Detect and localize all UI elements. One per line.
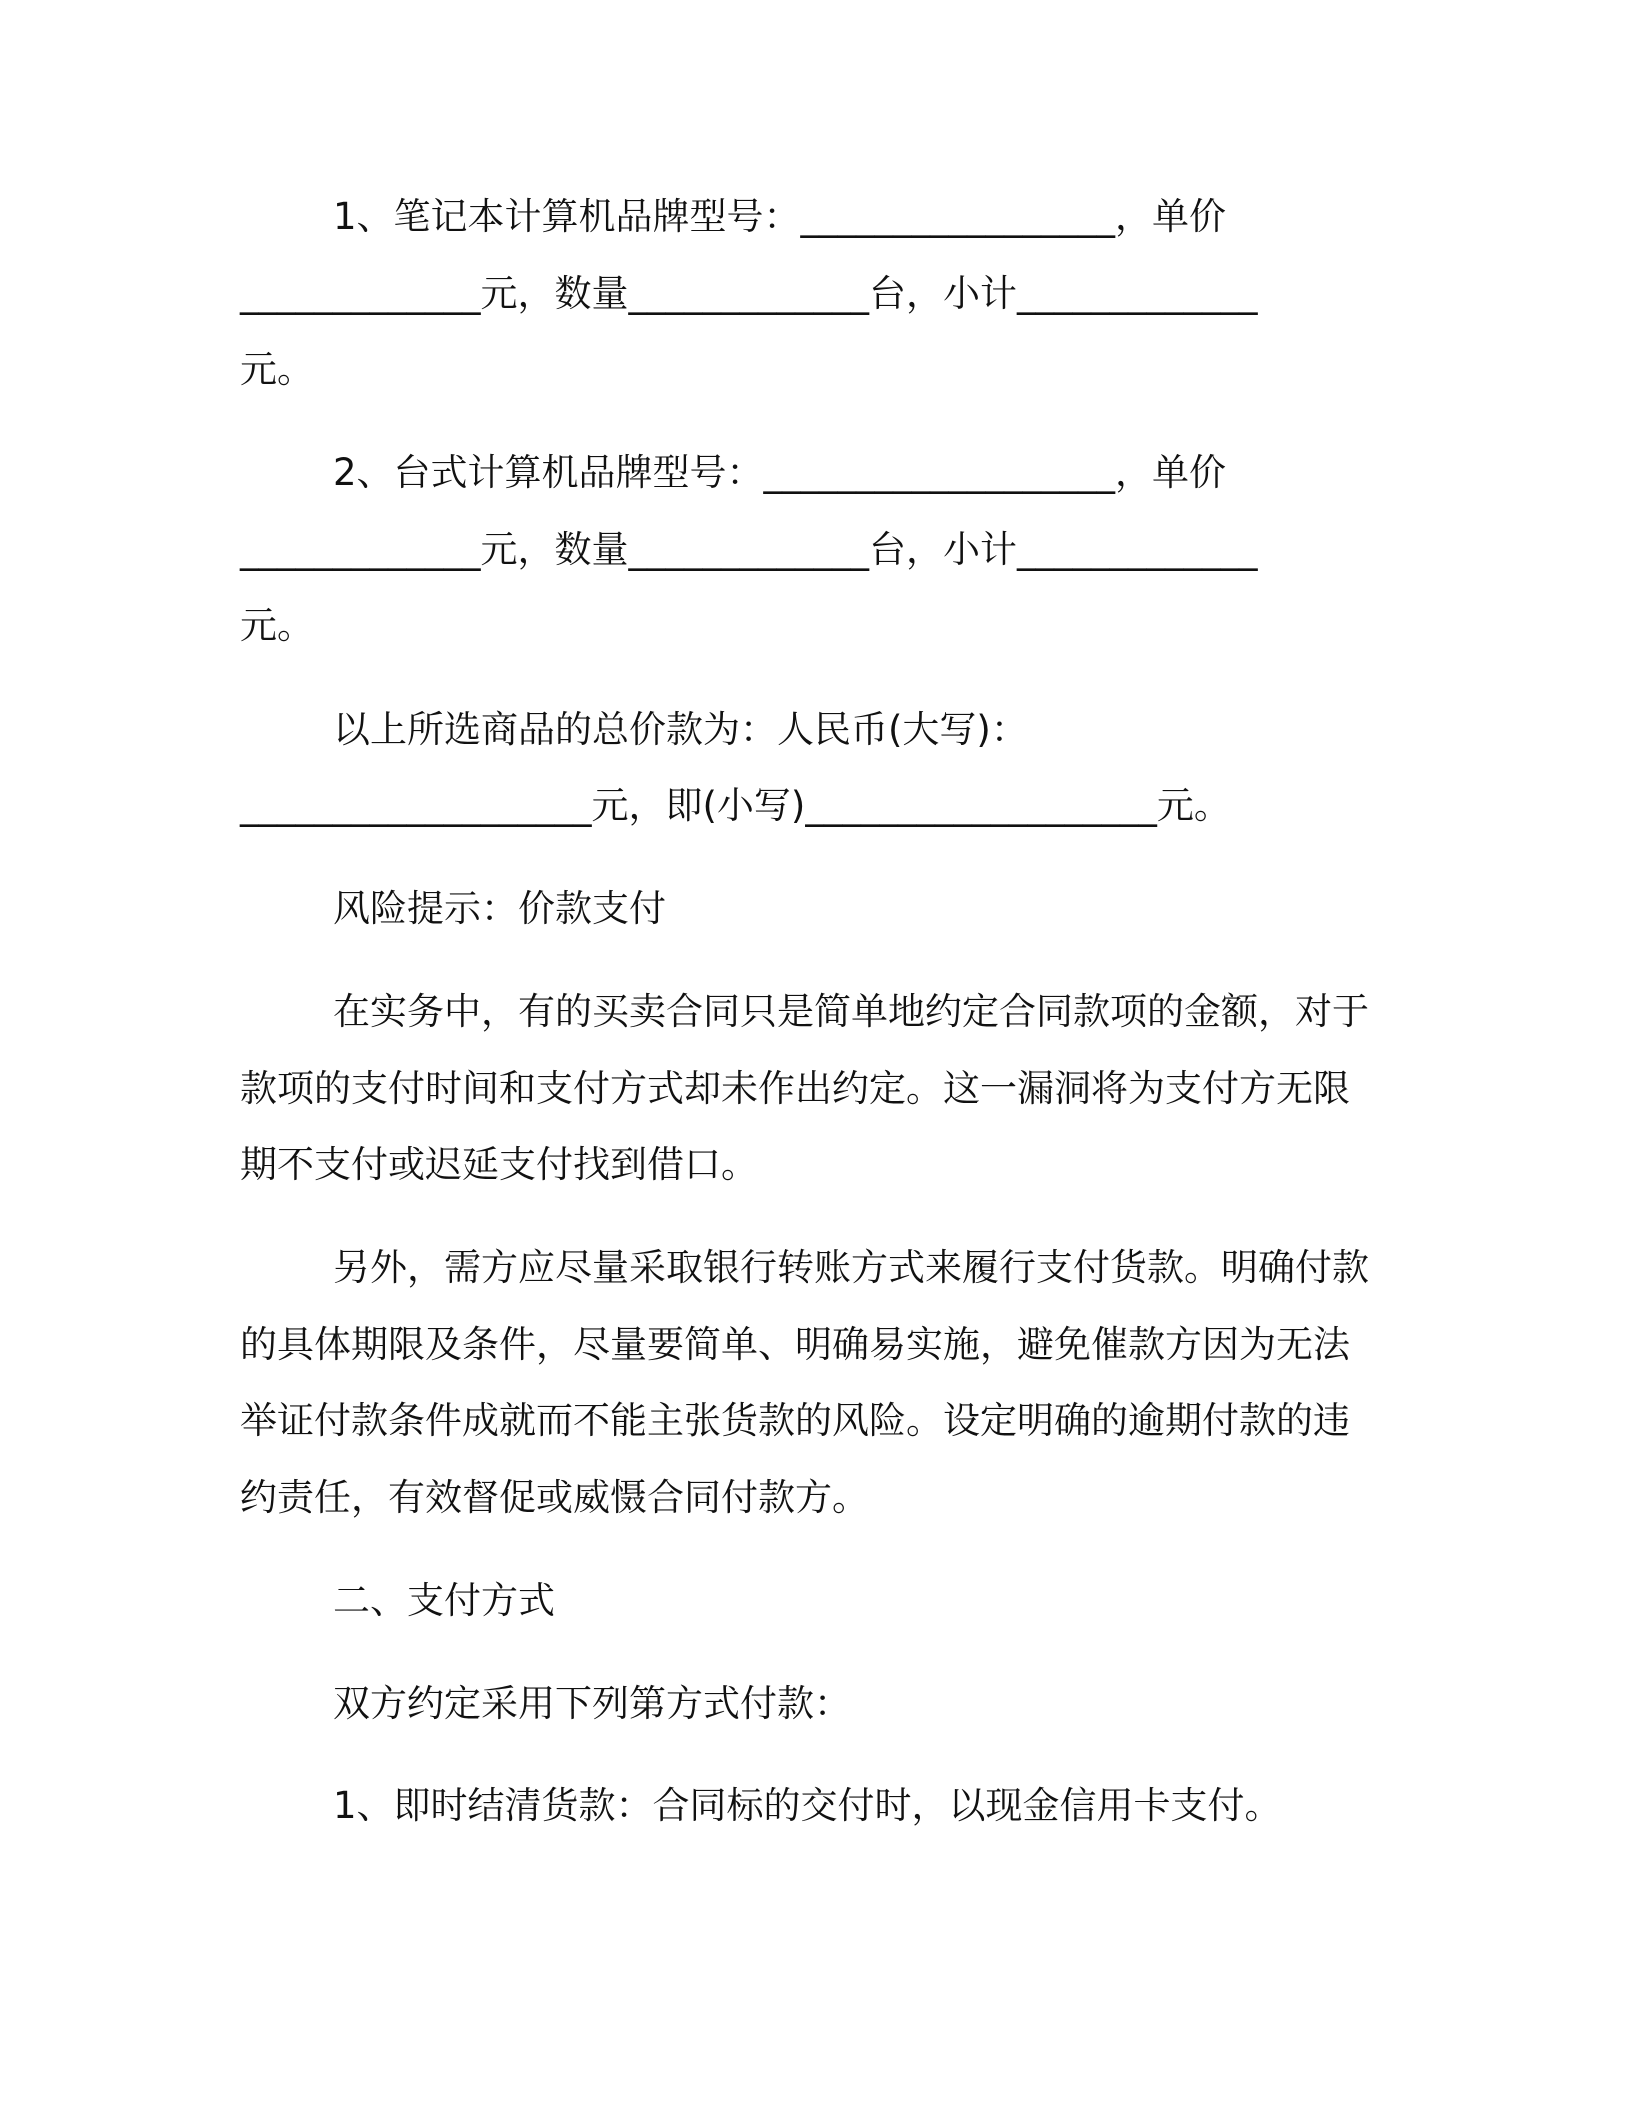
risk-para-1-line-3: 期不支付或迟延支付找到借口。 [240, 1143, 758, 1186]
total-line-1: 以上所选商品的总价款为：人民币(大写)： [333, 708, 1028, 751]
risk-para-2-line-1: 另外，需方应尽量采取银行转账方式来履行支付货款。明确付款 [333, 1246, 1369, 1289]
risk-para-1-line-2: 款项的支付时间和支付方式却未作出约定。这一漏洞将为支付方无限 [240, 1067, 1350, 1110]
item2-line-1: 2、台式计算机品牌型号：___________________，单价 [333, 451, 1227, 494]
item2-line-3: 元。 [240, 604, 314, 647]
item2-line-2: _____________元，数量_____________台，小计_____________ [240, 528, 1258, 571]
payment-method-1: 1、即时结清货款：合同标的交付时，以现金信用卡支付。 [333, 1784, 1282, 1827]
risk-para-2-line-4: 约责任，有效督促或威慑合同付款方。 [240, 1476, 869, 1519]
total-line-2: ___________________元，即(小写)___________________元。 [240, 784, 1231, 827]
payment-intro: 双方约定采用下列第方式付款： [333, 1682, 851, 1725]
risk-para-2-line-3: 举证付款条件成就而不能主张货款的风险。设定明确的逾期付款的违 [240, 1399, 1350, 1442]
risk-heading: 风险提示：价款支付 [333, 887, 666, 930]
item1-line-1: 1、笔记本计算机品牌型号：_________________，单价 [333, 195, 1227, 238]
item1-line-3: 元。 [240, 348, 314, 391]
risk-para-2-line-2: 的具体期限及条件，尽量要简单、明确易实施，避免催款方因为无法 [240, 1323, 1350, 1366]
section-2-heading: 二、支付方式 [333, 1579, 555, 1622]
risk-para-1-line-1: 在实务中，有的买卖合同只是简单地约定合同款项的金额，对于 [333, 990, 1369, 1033]
item1-line-2: _____________元，数量_____________台，小计_____________ [240, 272, 1258, 315]
